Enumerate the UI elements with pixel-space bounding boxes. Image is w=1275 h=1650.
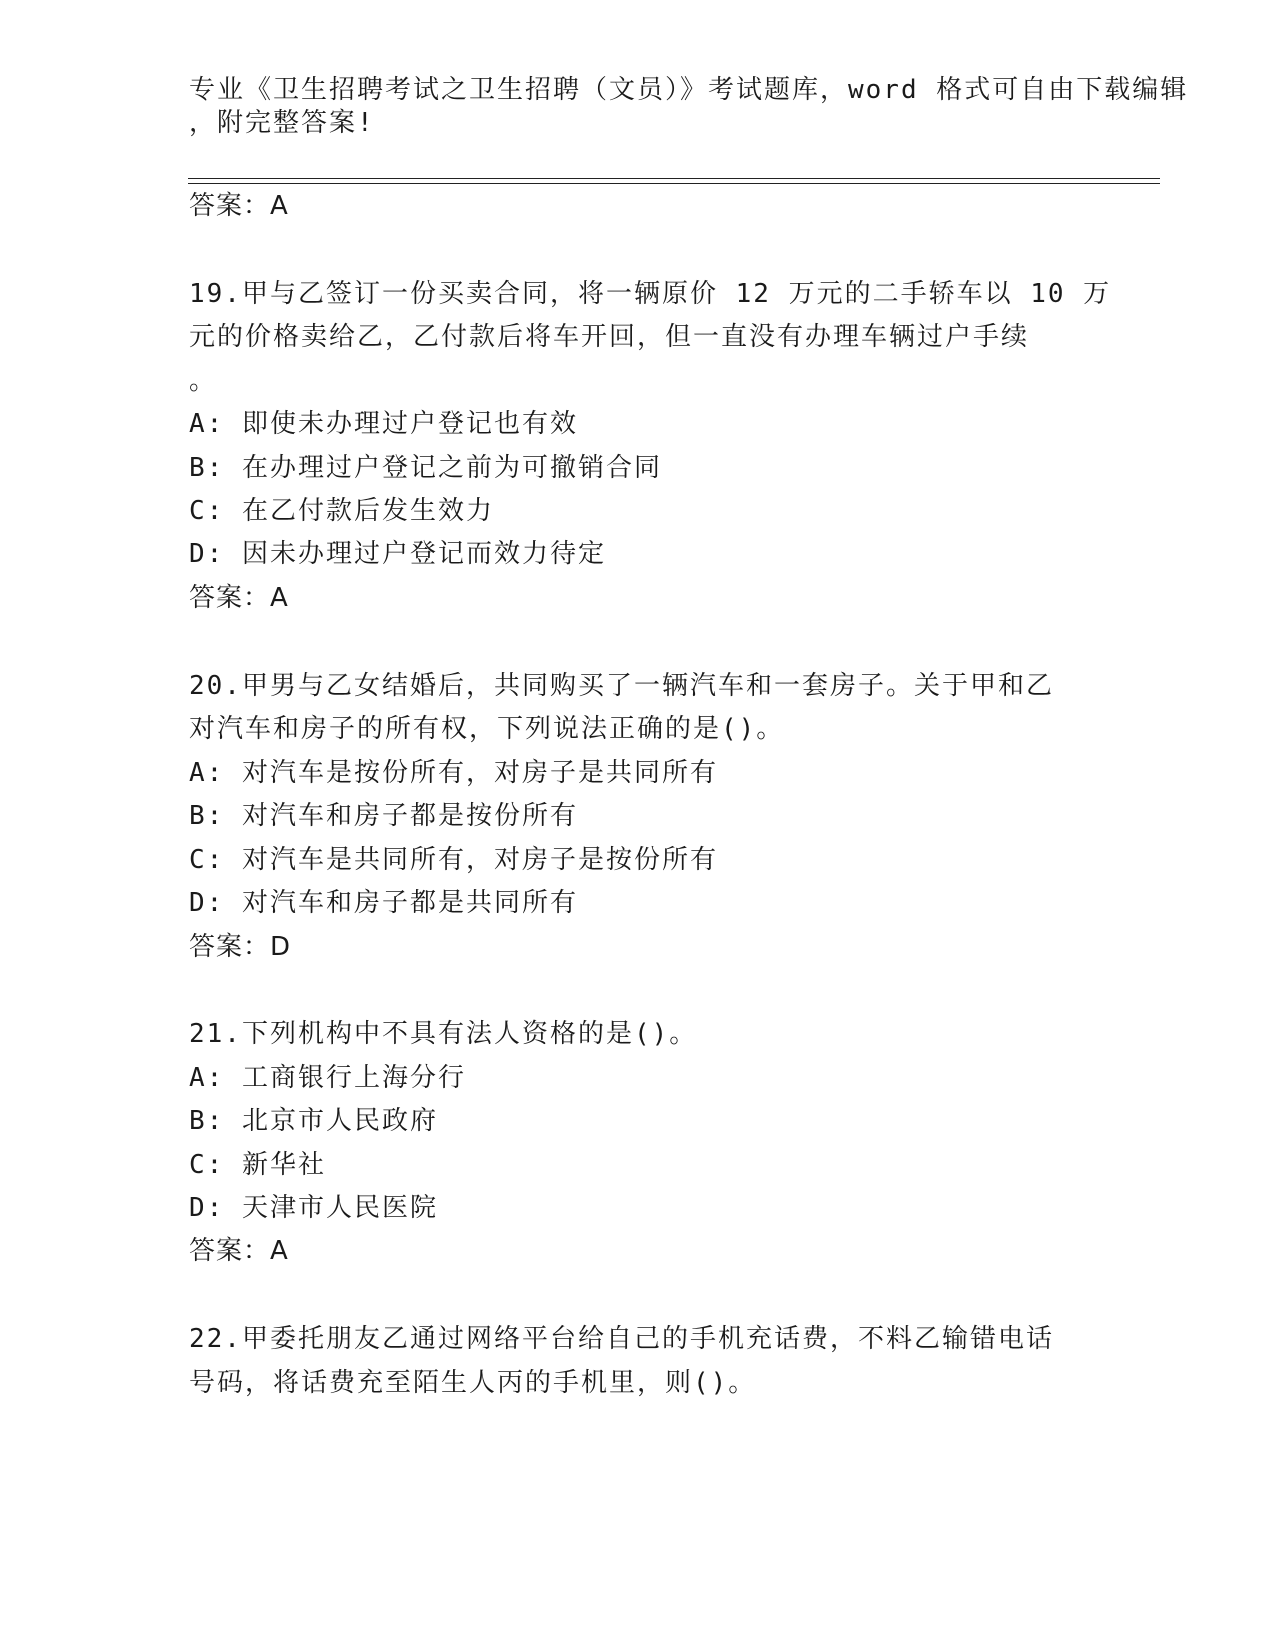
question-21-line-1: 21.下列机构中不具有法人资格的是()。 [189, 1019, 698, 1049]
question-22-line-2: 号码，将话费充至陌生人丙的手机里，则()。 [189, 1368, 757, 1398]
question-20-option-c: C: 对汽车是共同所有，对房子是按份所有 [189, 845, 718, 875]
header-divider-top [188, 178, 1160, 179]
question-19-option-d: D: 因未办理过户登记而效力待定 [189, 539, 606, 569]
answer-20: 答案：D [189, 932, 292, 962]
question-20-option-a: A: 对汽车是按份所有，对房子是共同所有 [189, 758, 718, 788]
answer-21: 答案：A [189, 1236, 289, 1266]
question-19-option-b: B: 在办理过户登记之前为可撤销合同 [189, 453, 662, 483]
question-20-option-d: D: 对汽车和房子都是共同所有 [189, 888, 578, 918]
header-line-2: ，附完整答案! [189, 108, 375, 138]
question-20-line-1: 20.甲男与乙女结婚后，共同购买了一辆汽车和一套房子。关于甲和乙 [189, 671, 1054, 701]
question-19-option-a: A: 即使未办理过户登记也有效 [189, 409, 578, 439]
question-21-option-c: C: 新华社 [189, 1150, 326, 1180]
header-divider-bottom [188, 183, 1160, 184]
question-20-option-b: B: 对汽车和房子都是按份所有 [189, 801, 578, 831]
question-19-line-2: 元的价格卖给乙，乙付款后将车开回，但一直没有办理车辆过户手续 [189, 322, 1030, 352]
question-20-line-2: 对汽车和房子的所有权，下列说法正确的是()。 [189, 714, 785, 744]
question-19-line-3: 。 [189, 366, 218, 396]
question-21-option-d: D: 天津市人民医院 [189, 1193, 438, 1223]
question-21-option-b: B: 北京市人民政府 [189, 1106, 438, 1136]
question-19-option-c: C: 在乙付款后发生效力 [189, 496, 494, 526]
document-header [189, 74, 1189, 140]
header-line-1: 专业《卫生招聘考试之卫生招聘（文员）》考试题库，word 格式可自由下载编辑 [189, 75, 1189, 105]
question-19-line-1: 19.甲与乙签订一份买卖合同，将一辆原价 12 万元的二手轿车以 10 万 [189, 279, 1112, 309]
answer-19: 答案：A [189, 583, 289, 613]
question-22-line-1: 22.甲委托朋友乙通过网络平台给自己的手机充话费，不料乙输错电话 [189, 1324, 1054, 1354]
answer-18: 答案：A [189, 191, 289, 221]
question-21-option-a: A: 工商银行上海分行 [189, 1063, 466, 1093]
